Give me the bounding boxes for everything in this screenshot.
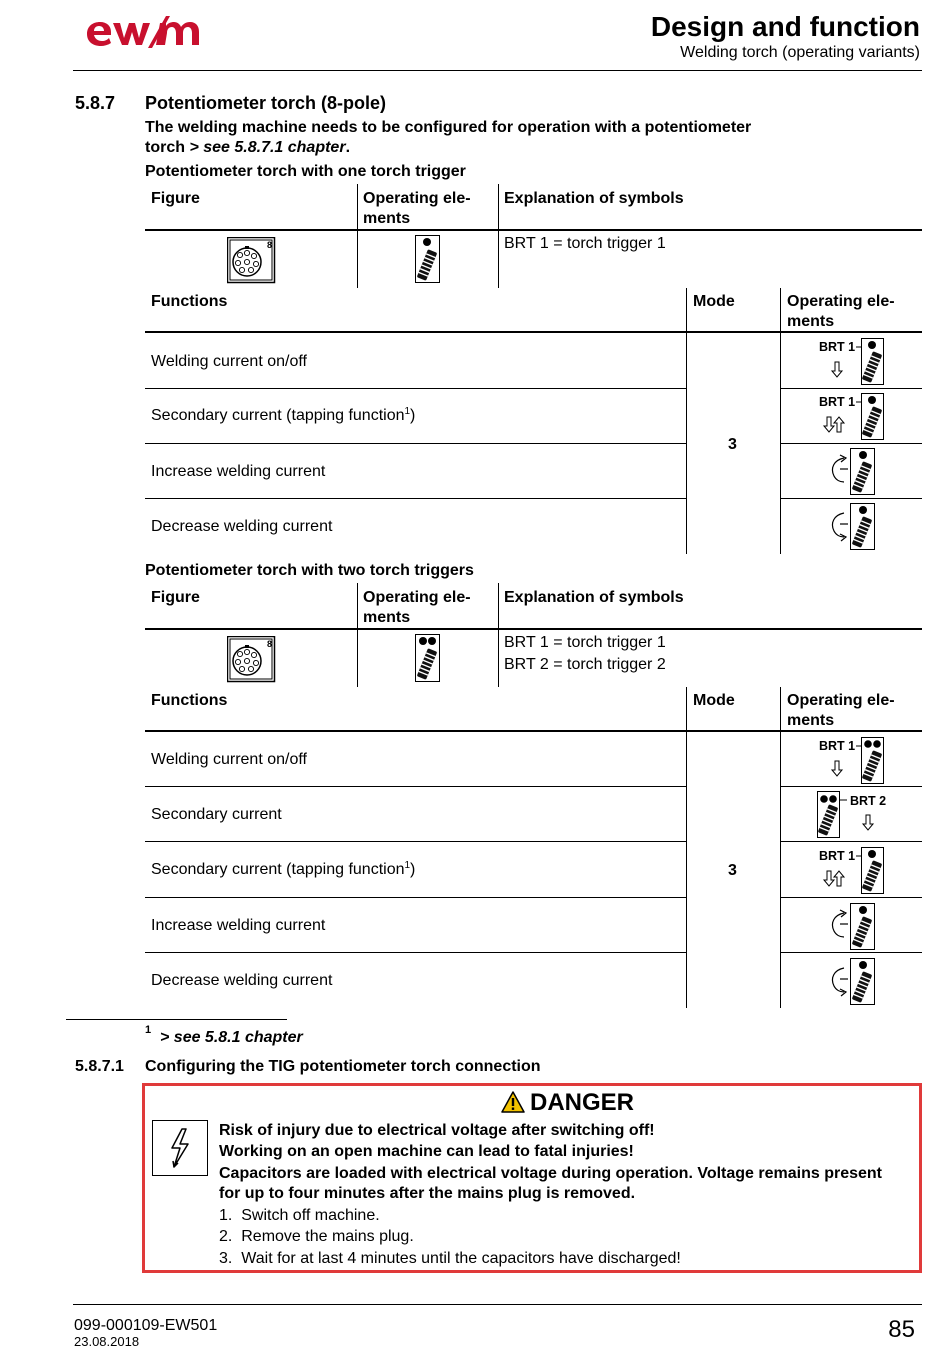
- table2-mode-header: Mode: [693, 692, 735, 709]
- footnote-rule: [66, 1019, 287, 1020]
- table1-mode-value: 3: [728, 436, 737, 453]
- table1-row-label: Welding current on/off: [151, 353, 307, 370]
- header-subtitle: Welding torch (operating variants): [680, 44, 920, 61]
- table1-op-header-2: ments: [787, 313, 835, 330]
- row-suffix: ): [410, 407, 416, 424]
- table1-header-operating-1: Operating ele-: [363, 190, 471, 207]
- footnote-mark: 1: [145, 1024, 152, 1036]
- section-title: Potentiometer torch (8-pole): [145, 93, 387, 113]
- table1-row-label: [151, 406, 415, 426]
- danger-step-3: 3. Wait for at last 4 minutes until the capacitors have discharged!: [219, 1250, 681, 1267]
- page-number: 85: [888, 1316, 915, 1343]
- table2-row-label: Increase welding current: [151, 917, 326, 934]
- table2-op-header-1: Operating ele-: [787, 692, 895, 709]
- danger-line-3: Capacitors are loaded with electrical voltage during operation. Voltage remains present: [219, 1165, 882, 1182]
- footnote-ref: 1: [404, 860, 411, 871]
- subsection-number: 5.8.7.1: [75, 1058, 124, 1075]
- pot-decrease-icon: [826, 503, 878, 556]
- danger-step-1: 1. Switch off machine.: [219, 1207, 380, 1224]
- intro-text: torch: [145, 139, 190, 156]
- footnote-text[interactable]: > see 5.8.1 chapter: [160, 1029, 303, 1046]
- brt1-label: BRT 1: [819, 739, 856, 753]
- table2-header-operating-1: Operating ele-: [363, 589, 471, 606]
- brt1-label: BRT 1: [819, 340, 856, 354]
- brt1-tap-icon: [818, 393, 888, 446]
- row-text: Secondary current (tapping function: [151, 861, 405, 878]
- table2-mode-value: 3: [728, 862, 737, 879]
- brt2-label: BRT 2: [850, 794, 887, 808]
- connector-pin-count: 8: [267, 240, 273, 250]
- table2-header-figure: Figure: [151, 589, 200, 606]
- header-rule: [73, 70, 922, 71]
- table1-row-label: Decrease welding current: [151, 518, 333, 535]
- danger-title: DANGER: [530, 1089, 635, 1116]
- row-suffix: ): [410, 861, 416, 878]
- brt1-press-icon: [818, 338, 888, 391]
- torch-two-trigger-icon: [415, 634, 440, 687]
- table1-header-operating-2: ments: [363, 210, 411, 227]
- connector-8pole-icon: [227, 237, 277, 290]
- table1-op-header-1: Operating ele-: [787, 293, 895, 310]
- footnote-ref: 1: [404, 406, 411, 417]
- brt1-tap-icon: [818, 847, 888, 900]
- warning-triangle-icon: [501, 1091, 525, 1118]
- table2-explanation-1: BRT 1 = torch trigger 1: [504, 634, 666, 651]
- danger-line-1: Risk of injury due to electrical voltage after switching off!: [219, 1122, 655, 1139]
- connector-pin-count: 8: [267, 639, 273, 649]
- footer-date: 23.08.2018: [74, 1334, 140, 1349]
- table1-header-explanation: Explanation of symbols: [504, 190, 684, 207]
- footer-rule: [73, 1304, 922, 1305]
- torch-one-trigger-icon: [415, 235, 440, 288]
- row-text: Secondary current (tapping function: [151, 407, 405, 424]
- table2-row-label: Secondary current: [151, 806, 282, 823]
- ewm-logo-graphic: [82, 12, 212, 52]
- table1-header-figure: Figure: [151, 190, 200, 207]
- header-title: Design and function: [650, 11, 920, 42]
- table2-row-label: [151, 860, 415, 880]
- table1-row-label: Increase welding current: [151, 463, 326, 480]
- table1-mode-header: Mode: [693, 293, 735, 310]
- danger-line-2: Working on an open machine can lead to fatal injuries!: [219, 1143, 634, 1160]
- brt1-press-icon: [818, 737, 888, 790]
- table2-row-label: Decrease welding current: [151, 972, 333, 989]
- table2-functions-header: Functions: [151, 692, 228, 709]
- danger-line-4: for up to four minutes after the mains plug is removed.: [219, 1185, 636, 1202]
- brt1-label: BRT 1: [819, 395, 856, 409]
- table2-explanation-2: BRT 2 = torch trigger 2: [504, 656, 666, 673]
- intro-line-2: [145, 138, 350, 158]
- table2-op-header-2: ments: [787, 712, 835, 729]
- pot-increase-icon: [826, 903, 878, 956]
- table2-header-operating-2: ments: [363, 609, 411, 626]
- chapter-link[interactable]: > see 5.8.7.1 chapter: [189, 139, 346, 156]
- intro-period: .: [345, 139, 351, 156]
- table1-functions-header: Functions: [151, 293, 228, 310]
- connector-8pole-icon: [227, 636, 277, 689]
- electric-hazard-icon: [152, 1120, 208, 1181]
- intro-line-1: The welding machine needs to be configured for operation with a potentiometer: [145, 119, 752, 136]
- table2-caption: Potentiometer torch with two torch triggers: [145, 562, 474, 579]
- table2-row-label: Welding current on/off: [151, 751, 307, 768]
- brt1-label: BRT 1: [819, 849, 856, 863]
- table1-explanation: BRT 1 = torch trigger 1: [504, 235, 666, 252]
- pot-decrease-icon: [826, 958, 878, 1011]
- footer-doc-number: 099-000109-EW501: [74, 1317, 218, 1334]
- section-number: 5.8.7: [75, 93, 116, 113]
- ewm-logo: [82, 12, 212, 52]
- table1-caption: Potentiometer torch with one torch trigger: [145, 163, 466, 180]
- pot-increase-icon: [826, 448, 878, 501]
- danger-step-2: 2. Remove the mains plug.: [219, 1228, 414, 1245]
- table2-header-explanation: Explanation of symbols: [504, 589, 684, 606]
- subsection-title: Configuring the TIG potentiometer torch connection: [145, 1058, 541, 1075]
- brt2-press-icon: [817, 791, 889, 844]
